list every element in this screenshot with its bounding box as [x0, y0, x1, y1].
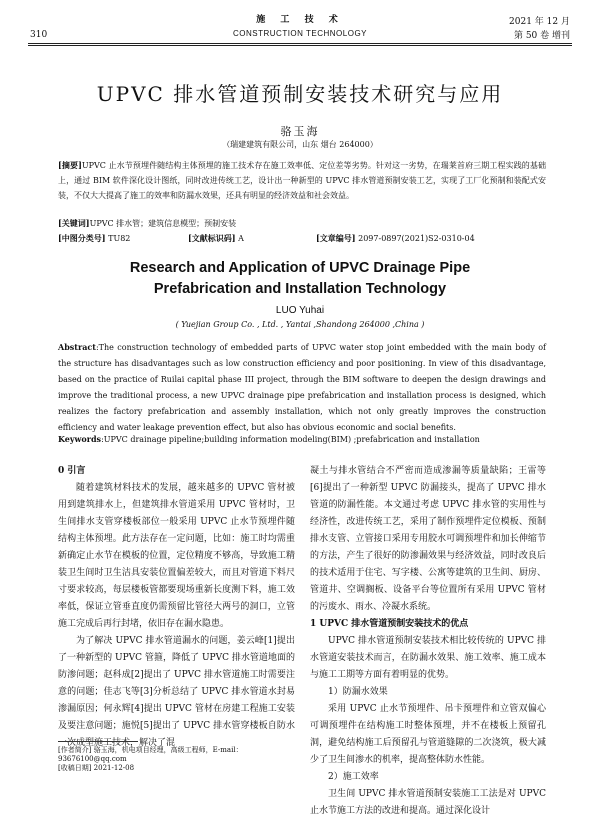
- header-rule: [28, 43, 572, 46]
- keywords-cn-label: [关键词]: [58, 218, 90, 228]
- body-paragraph: 卫生间 UPVC 排水管道预制安装施工工法是对 UPVC 止水节施工方法的改进和提高。通过深化设计: [310, 789, 546, 816]
- doc-code: [文献标识码] A: [188, 233, 244, 243]
- journal-name-en: CONSTRUCTION TECHNOLOGY: [232, 29, 368, 38]
- author-bio: [作者简介] 骆玉海，机电项目经理，高级工程师，E-mail：93676100@qq.com: [58, 746, 243, 763]
- author-en: LUO Yuhai: [275, 305, 325, 316]
- article-number: [文章编号] 2097-0897(2021)S2-0310-04: [316, 233, 475, 243]
- subheading: 2）施工效率: [328, 772, 379, 782]
- body-paragraph: UPVC 排水管道预制安装技术相比较传统的 UPVC 排水管道安装技术而言，在防漏水效果、施工效率、施工成本与施工工期等方面有着明显的优势。: [310, 636, 546, 680]
- affiliation-en: ( Yuejian Group Co. , Ltd. , Yantai ,Shandong 264000 ,China ): [175, 320, 425, 329]
- keywords-en-label: Keywords: [58, 434, 102, 444]
- abstract-en: [58, 339, 546, 436]
- author-cn: 骆玉海: [280, 125, 320, 138]
- keywords-en: [58, 434, 546, 444]
- footnote-rule: [58, 741, 138, 742]
- title-cn: UPVC 排水管道预制安装技术研究与应用: [96, 82, 504, 106]
- abstract-en-text: :The construction technology of embedded parts of UPVC water stop joint embedded with the main body of the structure has disadvantages such as low construction efficiency and poor positioning. In view of this disadvantage, based on the practice of Ruilai capital phase III project, through the BIM software to deepen the design drawings and improve the traditional process, a new UPVC drainage pipe prefabrication and installation process is designed, which realizes the factory prefabrication and assembly installation, which not only greatly improves the construction efficiency and water leakage prevention effect, but also has obvious economic and social benefits.: [58, 343, 546, 432]
- body-left-column: [58, 463, 295, 752]
- abstract-cn: [58, 158, 546, 203]
- issue-date: 2021 年 12 月: [509, 17, 570, 27]
- affiliation-cn: （瑞建建筑有限公司，山东 烟台 264000）: [222, 140, 378, 149]
- clc-code: [中图分类号] TU82: [58, 233, 131, 243]
- body-paragraph: 随着建筑材料技术的发展，越来越多的 UPVC 管材被用到建筑排水上，但建筑排水管道采用 UPVC 管材时，卫生间排水支管穿楼板部位一般采用 UPVC 止水节预埋件随结构主体预埋。此方法存在一定问题，比如：施工时均需重新确定止水节在模板的位置，定位精度不够高，导致施工精装卫生间时卫生洁具安装位置偏差较大，而且对管道下料尺寸要求较高，每层楼板管都要现场重新长度测下料，施工效率低，保证立管垂直度仍需预留比管径大两号的洞口，立管施工完成后再行封堵，依旧存在漏水隐患。: [58, 483, 295, 629]
- journal-name-cn: 施 工 技 术: [256, 15, 344, 25]
- page-number: 310: [30, 30, 48, 40]
- keywords-cn: [58, 218, 546, 229]
- section-1-heading: 1 UPVC 排水管道预制安装技术的优点: [310, 619, 469, 629]
- title-en-line1: Research and Application of UPVC Drainage Pipe: [129, 260, 471, 276]
- body-paragraph: 凝土与排水管结合不严密而造成渗漏等质量缺陷；王雷等[6]提出了一种新型 UPVC 防漏接头，提高了 UPVC 排水管道的防漏性能。本文通过考虑 UPVC 排水管的实用性与经济性，改进传统工艺，采用了制作预埋件定位模板、预制排水支管、立管接口采用专用胶水可调预埋件和加长伸缩节的方法，产生了很好的防渗漏效果与经济效益，同时改良后的技术适用于住宅、写字楼、公寓等建筑的卫生间、厨房、管道井、空调搁板、设备平台等位置所有采用 UPVC 管材的污废水、雨水、冷凝水系统。: [310, 466, 546, 612]
- keywords-en-text: :UPVC drainage pipeline;building information modeling(BIM) ;prefabrication and installation: [101, 435, 480, 444]
- keywords-cn-text: UPVC 排水管；建筑信息模型；预制安装: [89, 219, 237, 228]
- abstract-cn-label: [摘要]: [58, 160, 82, 170]
- footnote: [58, 746, 295, 773]
- body-right-column: [310, 463, 546, 820]
- body-paragraph: 采用 UPVC 止水节预埋件、吊卡预埋件和立管双偏心可调预埋件在结构施工时整体预埋，并不在楼板上预留孔洞，避免结构施工后预留孔与管道缝隙的二次浇筑，极大减少了卫生间渗水的机率，提高整体防水性能。: [310, 704, 546, 765]
- section-0-heading: 0 引言: [58, 466, 86, 476]
- title-en: [0, 258, 600, 300]
- issue-volume: 第 50 卷 增刊: [513, 31, 570, 41]
- body-paragraph: 为了解决 UPVC 排水管道漏水的问题，姜云峰[1]提出了一种新型的 UPVC 管箍，降低了 UPVC 排水管道地面的防渗问题；赵科成[2]提出了 UPVC 排水管道施工时需要注意的问题；佳志飞等[3]分析总结了 UPVC 排水管道水封易渗漏原因；何永辉[4]提出 UPVC 管材在房建工程施工安装及要注意问题；施悦[5]提出了 UPVC 排水管穿楼板自防水一次成型施工技术，解决了混: [58, 636, 295, 748]
- abstract-en-label: Abstract: [58, 342, 96, 352]
- issue-info: [509, 15, 570, 43]
- received-date: [收稿日期] 2021-12-08: [58, 764, 135, 772]
- abstract-cn-text: UPVC 止水节预埋件随结构主体预埋的施工技术存在施工效率低、定位差等劣势。针对这一劣势，在瑞莱首府三期工程实践的基础上，通过 BIM 软件深化设计图纸，同时改进传统工艺，设计出一种新型的 UPVC 排水管道预制安装工艺，实现了工厂化预制和装配式安装，不仅大大提高了施工的效率和防漏水效果，还具有明显的经济效益和社会效益。: [58, 161, 547, 200]
- title-en-line2: Prefabrication and Installation Technology: [153, 281, 447, 297]
- subheading: 1）防漏水效果: [328, 687, 388, 697]
